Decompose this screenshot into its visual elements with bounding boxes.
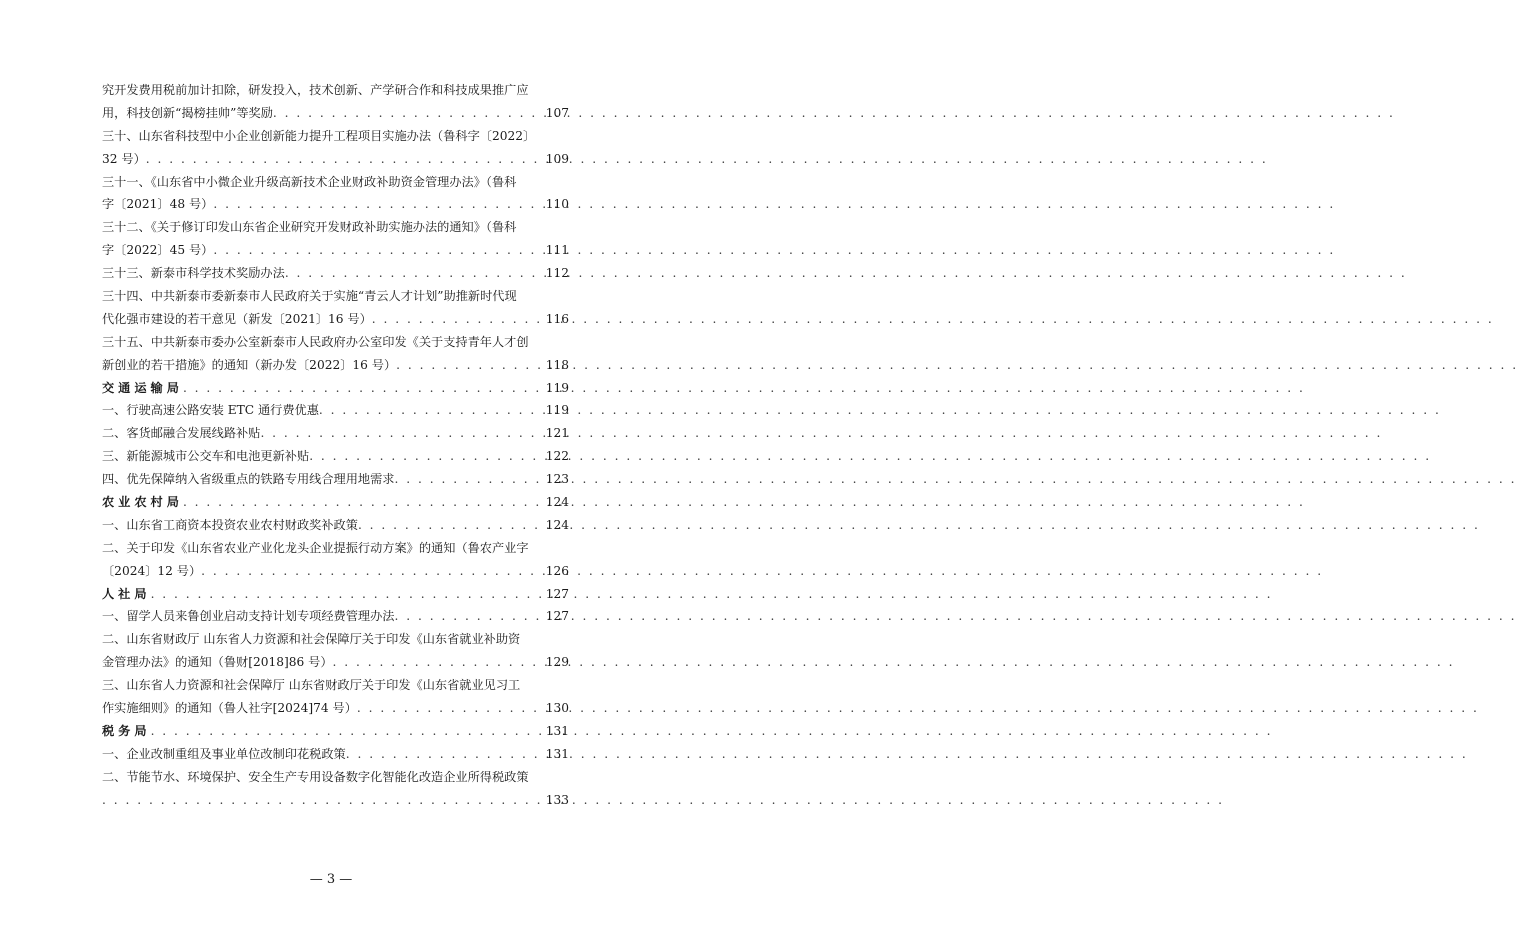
- toc-entry[interactable]: [102, 354, 569, 377]
- dot-leader: [151, 583, 543, 606]
- toc-entry-title: 一、行驶高速公路安装 ETC 通行费优惠: [102, 403, 319, 418]
- toc-entry-title: 三十、山东省科技型中小企业创新能力提升工程项目实施办法（鲁科字〔2022〕: [102, 128, 536, 143]
- toc-entry-title: 三十四、中共新泰市委新泰市人民政府关于实施“青云人才计划”助推新时代现: [102, 289, 517, 304]
- toc-page-number: 124: [545, 517, 569, 532]
- toc-entry[interactable]: [102, 468, 569, 491]
- toc-entry[interactable]: [102, 308, 569, 331]
- toc-entry[interactable]: [102, 560, 569, 583]
- toc-page-number: 130: [545, 701, 569, 716]
- dot-leader: [395, 468, 543, 491]
- toc-entry-title: 三十三、新泰市科学技术奖励办法: [102, 266, 285, 281]
- toc-section-heading[interactable]: [102, 377, 569, 400]
- toc-entry-title: 字〔2022〕45 号）: [102, 243, 214, 258]
- toc-entry-title: 用，科技创新“揭榜挂帅”等奖励: [102, 105, 273, 120]
- toc-entry-title: 三十五、中共新泰市委办公室新泰市人民政府办公室印发《关于支持青年人才创: [102, 334, 529, 349]
- dot-leader: [285, 262, 543, 285]
- dot-leader: [201, 560, 543, 583]
- dot-leader: [333, 651, 543, 674]
- toc-entry-title: 新创业的若干措施》的通知（新办发〔2022〕16 号）: [102, 357, 397, 372]
- toc-page-number: 122: [545, 449, 569, 464]
- dot-leader: [213, 193, 542, 216]
- toc-entry-title: 字〔2021〕48 号）: [102, 197, 214, 212]
- toc-page-number: 131: [545, 746, 569, 761]
- toc-entry-title: 农业农村局: [102, 495, 183, 510]
- toc-entry-title: 金管理办法》的通知（鲁财[2018]86 号）: [102, 655, 333, 670]
- toc-page-number: 107: [545, 105, 569, 120]
- toc-page-number: 119: [545, 403, 569, 418]
- toc-page-number: 111: [545, 243, 569, 258]
- toc-page-number: 133: [545, 792, 569, 807]
- toc-entry[interactable]: [102, 216, 569, 239]
- toc-entry-title: 三、山东省人力资源和社会保障厅 山东省财政厅关于印发《山东省就业见习工: [102, 678, 521, 693]
- toc-entry[interactable]: [102, 697, 569, 720]
- toc-entry-title: 三、新能源城市公交车和电池更新补贴: [102, 449, 310, 464]
- toc-entry[interactable]: [102, 743, 569, 766]
- toc-entry-title: 四、优先保障纳入省级重点的铁路专用线合理用地需求: [102, 472, 395, 487]
- toc-entry[interactable]: [102, 514, 569, 537]
- toc-page-number: 126: [545, 563, 569, 578]
- dot-leader: [273, 102, 543, 125]
- toc-entry-title: 32 号）: [102, 151, 146, 166]
- toc-page-number: 121: [545, 426, 569, 441]
- toc-section-heading[interactable]: [102, 720, 569, 743]
- page-number: — 3 —: [309, 872, 353, 887]
- toc-page-number: 110: [545, 197, 569, 212]
- document-page: [0, 0, 662, 936]
- toc-entry[interactable]: [102, 239, 569, 262]
- dot-leader: [260, 422, 542, 445]
- toc-page-number: 124: [545, 495, 569, 510]
- dot-leader: [372, 308, 543, 331]
- toc-entry[interactable]: [102, 193, 569, 216]
- toc-entry-title: 二、节能节水、环境保护、安全生产专用设备数字化智能化改造企业所得税政策: [102, 769, 529, 784]
- toc-entry[interactable]: [102, 102, 569, 125]
- toc-entry-title: 一、企业改制重组及事业单位改制印花税政策: [102, 746, 346, 761]
- toc-entry-title: 二、山东省财政厅 山东省人力资源和社会保障厅关于印发《山东省就业补助资: [102, 632, 521, 647]
- dot-leader: [396, 354, 543, 377]
- toc-page-number: 129: [545, 655, 569, 670]
- toc-entry[interactable]: [102, 125, 569, 148]
- toc-entry[interactable]: [102, 537, 569, 560]
- toc-page-number: 123: [545, 472, 569, 487]
- toc-page-number: 112: [545, 266, 569, 281]
- toc-entry[interactable]: [102, 766, 569, 789]
- toc-page-number: 118: [545, 357, 569, 372]
- toc-entry[interactable]: [102, 674, 569, 697]
- toc-entry[interactable]: [102, 422, 569, 445]
- toc-entry[interactable]: [102, 171, 569, 194]
- dot-leader: [146, 148, 543, 171]
- toc-page-number: 127: [545, 586, 569, 601]
- toc-entry[interactable]: [102, 651, 569, 674]
- toc-entry[interactable]: [102, 79, 569, 102]
- toc-entry-title: 三十一、《山东省中小微企业升级高新技术企业财政补助资金管理办法》（鲁科: [102, 174, 517, 189]
- dot-leader: [319, 399, 543, 422]
- toc-entry-title: 交通运输局: [102, 380, 183, 395]
- dot-leader: [346, 743, 543, 766]
- toc-entry-title: 二、关于印发《山东省农业产业化龙头企业提振行动方案》的通知（鲁农产业字: [102, 540, 529, 555]
- dot-leader: [358, 514, 543, 537]
- toc-entry-title: 究开发费用税前加计扣除，研发投入，技术创新、产学研合作和科技成果推广应: [102, 83, 529, 97]
- dot-leader: [213, 239, 542, 262]
- dot-leader: [102, 789, 543, 812]
- toc-entry-title: 二、客货邮融合发展线路补贴: [102, 426, 261, 441]
- toc-entry[interactable]: [102, 148, 569, 171]
- toc-entry[interactable]: [102, 789, 569, 812]
- toc-entry-title: 一、山东省工商资本投资农业农村财政奖补政策: [102, 517, 358, 532]
- toc-entry[interactable]: [102, 285, 569, 308]
- toc-entry[interactable]: [102, 628, 569, 651]
- toc-entry[interactable]: [102, 445, 569, 468]
- toc-entry-title: 人社局: [102, 586, 151, 601]
- toc-entry-title: 税务局: [102, 723, 151, 738]
- toc-entry-title: 作实施细则》的通知（鲁人社字[2024]74 号）: [102, 701, 357, 716]
- toc-entry[interactable]: [102, 262, 569, 285]
- toc-page-number: 116: [545, 311, 569, 326]
- toc-entry-title: 代化强市建设的若干意见（新发〔2021〕16 号）: [102, 311, 372, 326]
- dot-leader: [151, 720, 543, 743]
- toc-page-number: 119: [545, 380, 569, 395]
- dot-leader: [357, 697, 543, 720]
- toc-entry-title: 三十二、《关于修订印发山东省企业研究开发财政补助实施办法的通知》（鲁科: [102, 220, 517, 235]
- toc-entry[interactable]: [102, 331, 569, 354]
- toc-entry[interactable]: [102, 399, 569, 422]
- toc-section-heading[interactable]: [102, 491, 569, 514]
- toc-entry-title: 一、留学人员来鲁创业启动支持计划专项经费管理办法: [102, 609, 395, 624]
- toc-page-number: 131: [545, 723, 569, 738]
- dot-leader: [395, 605, 543, 628]
- toc-page-number: 127: [545, 609, 569, 624]
- toc-section-heading[interactable]: [102, 583, 569, 606]
- toc-entry[interactable]: [102, 605, 569, 628]
- dot-leader: [183, 377, 543, 400]
- toc-entry-title: 〔2024〕12 号）: [102, 563, 202, 578]
- table-of-contents: [102, 79, 569, 812]
- dot-leader: [183, 491, 543, 514]
- dot-leader: [309, 445, 543, 468]
- toc-page-number: 109: [545, 151, 569, 166]
